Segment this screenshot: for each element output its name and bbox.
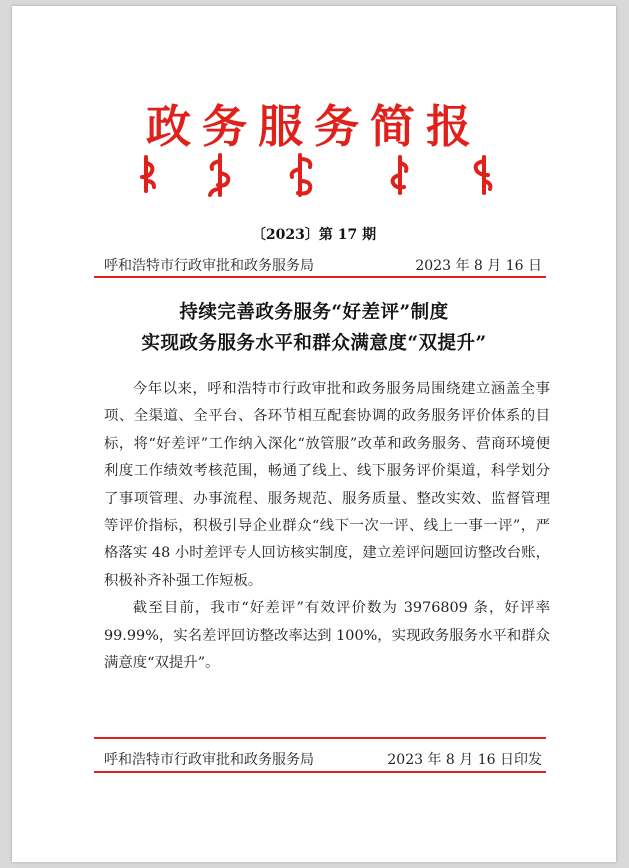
- paragraph: 截至目前，我市“好差评”有效评价数为 3976809 条，好评率 99.99%，实名差评回访整改率达到 100%，实现政务服务水平和群众满意度“双提升”。: [104, 600, 550, 672]
- article-body: [104, 376, 550, 677]
- mongolian-script-masthead: [132, 151, 512, 201]
- article-title-line1: 持续完善政务服务“好差评”制度: [179, 302, 449, 323]
- article-title-line2: 实现政务服务水平和群众满意度“双提升”: [141, 333, 487, 354]
- footer-bottom-divider: [94, 771, 546, 773]
- footer-org: 呼和浩特市行政审批和政务服务局: [104, 752, 314, 768]
- footer-row: [104, 749, 542, 769]
- footer-top-divider: [94, 737, 546, 739]
- header-divider: [94, 276, 546, 278]
- header-org: 呼和浩特市行政审批和政务服务局: [104, 258, 314, 274]
- paragraph: 今年以来，呼和浩特市行政审批和政务服务局围绕建立涵盖全事项、全渠道、全平台、各环节相互配套协调的政务服务评价体系的目标，将“好差评”工作纳入深化“放管服”改革和政务服务、营商环境便利度工作绩效考核范围，畅通了线上、线下服务评价渠道，科学划分了事项管理、办事流程、服务规范、服务质量、整改实效、监督管理等评价指标，积极引导企业群众“线下一次一评、线上一事一评”，严格落实 48 小时差评专人回访核实制度，建立差评问题回访整改台账，积极补齐补强工作短板。: [104, 381, 550, 589]
- header-row: [104, 255, 542, 275]
- masthead-title: 政务服务简报: [145, 100, 482, 153]
- issue-number: 〔2023〕第 17 期: [251, 227, 377, 243]
- document-page: [12, 6, 616, 862]
- footer-date: 2023 年 8 月 16 日印发: [387, 752, 542, 768]
- header-date: 2023 年 8 月 16 日: [415, 258, 542, 274]
